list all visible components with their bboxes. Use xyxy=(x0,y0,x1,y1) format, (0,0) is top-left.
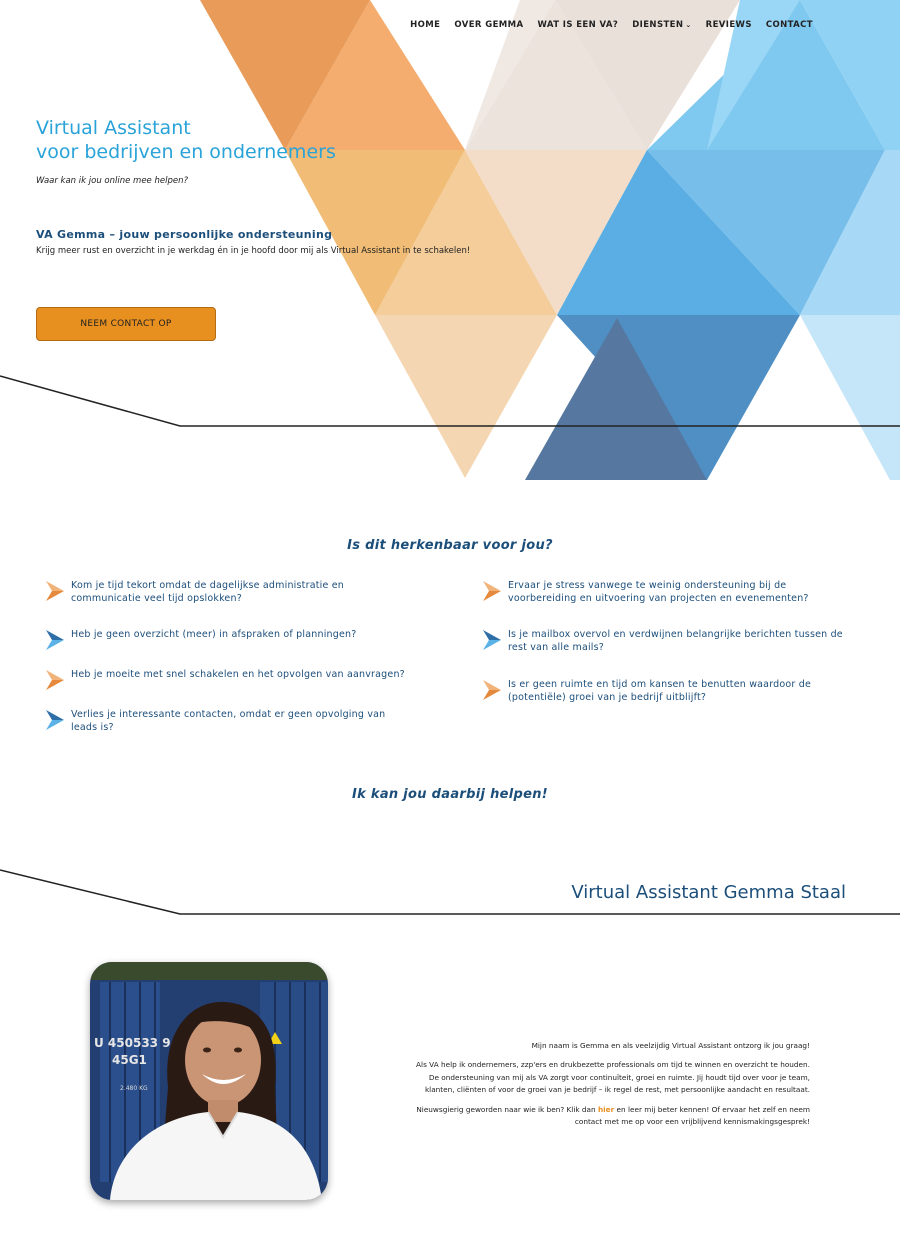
about-me-link[interactable]: hier xyxy=(597,1104,615,1114)
list-item xyxy=(481,629,856,654)
section-divider-line xyxy=(0,862,900,922)
list-item xyxy=(481,679,856,704)
about-paragraph: Als VA help ik ondernemers, zzp'ers en drukbezette professionals om tijd te winnen en overzicht te houden. De ondersteuning van mij als VA zorgt voor continuïteit, groei en ruimte. Jij houdt tijd over voor je team, klanten, cliënten of voor de groei van je bedrijf – ik regel de rest, met persoonlijke aandacht en resultaat. xyxy=(416,1060,810,1095)
list-item-text: Is je mailbox overvol en verdwijnen belangrijke berichten tussen de rest van alle mails? xyxy=(508,629,843,653)
hero-paragraph: Krijg meer rust en overzicht in je werkdag én in je hoofd door mij als Virtual Assistant in te schakelen! xyxy=(36,246,471,256)
blue-arrow-icon xyxy=(44,629,66,651)
nav-over-gemma[interactable]: OVER GEMMA xyxy=(454,20,524,30)
about-text-span: en leer mij beter kennen! Of ervaar het zelf en neem contact met me op voor een vrijblijvend kennismakingsgesprek! xyxy=(574,1104,810,1127)
list-item-text: Ervaar je stress vanwege te weinig ondersteuning bij de voorbereiding en uitvoering van projecten en evenementen? xyxy=(508,580,809,604)
list-item-text: Is er geen ruimte en tijd om kansen te benutten waardoor de (potentiële) groei van je bedrijf uitblijft? xyxy=(508,679,811,703)
blue-arrow-icon xyxy=(44,709,66,731)
about-text xyxy=(412,1040,810,1135)
recognize-title: Is dit herkenbaar voor jou? xyxy=(347,538,553,553)
list-item-text: Heb je geen overzicht (meer) in afspraken of planningen? xyxy=(71,629,357,640)
about-text-span: Nieuwsgierig geworden naar wie ik ben? Klik dan xyxy=(416,1104,598,1114)
portrait-photo xyxy=(90,962,328,1200)
list-item xyxy=(44,709,394,734)
list-item xyxy=(44,580,384,605)
orange-arrow-icon xyxy=(44,669,66,691)
nav-reviews[interactable]: REVIEWS xyxy=(705,20,752,30)
orange-arrow-icon xyxy=(44,580,66,602)
orange-arrow-icon xyxy=(481,580,503,602)
nav-wat-is-een-va[interactable]: WAT IS EEN VA? xyxy=(537,20,619,30)
about-paragraph xyxy=(412,1104,810,1129)
about-paragraph: Mijn naam is Gemma en als veelzijdig Virtual Assistant ontzorg ik jou graag! xyxy=(531,1041,810,1050)
list-item xyxy=(44,629,384,651)
hero-heading: VA Gemma – jouw persoonlijke ondersteuning xyxy=(36,228,333,241)
hero-title xyxy=(36,116,336,164)
nav-contact[interactable]: CONTACT xyxy=(765,20,813,30)
container-text: U 450533 9 xyxy=(94,1036,171,1050)
blue-arrow-icon xyxy=(481,629,503,651)
container-text: 2.480 KG xyxy=(120,1085,148,1092)
hero-subtitle: Waar kan ik jou online mee helpen? xyxy=(36,176,188,186)
about-title: Virtual Assistant Gemma Staal xyxy=(571,882,846,903)
help-statement: Ik kan jou daarbij helpen! xyxy=(351,787,548,802)
nav-diensten[interactable] xyxy=(632,20,691,30)
list-item xyxy=(481,580,851,605)
nav-home[interactable]: HOME xyxy=(410,20,441,30)
container-text: 45G1 xyxy=(112,1053,147,1067)
list-item-text: Kom je tijd tekort omdat de dagelijkse administratie en communicatie veel tijd opslokken? xyxy=(71,580,345,604)
contact-cta-button[interactable]: NEEM CONTACT OP xyxy=(36,307,216,341)
list-item-text: Heb je moeite met snel schakelen en het opvolgen van aanvragen? xyxy=(71,669,405,680)
hero-title-line1: Virtual Assistant xyxy=(36,117,191,139)
nav-diensten-label: DIENSTEN xyxy=(632,20,684,30)
list-item-text: Verlies je interessante contacten, omdat er geen opvolging van leads is? xyxy=(71,709,386,733)
hero-title-line2: voor bedrijven en ondernemers xyxy=(36,141,336,163)
main-nav xyxy=(410,20,813,30)
chevron-down-icon: ⌄ xyxy=(685,21,692,29)
orange-arrow-icon xyxy=(481,679,503,701)
list-item xyxy=(44,669,424,691)
section-divider-line xyxy=(0,372,900,432)
